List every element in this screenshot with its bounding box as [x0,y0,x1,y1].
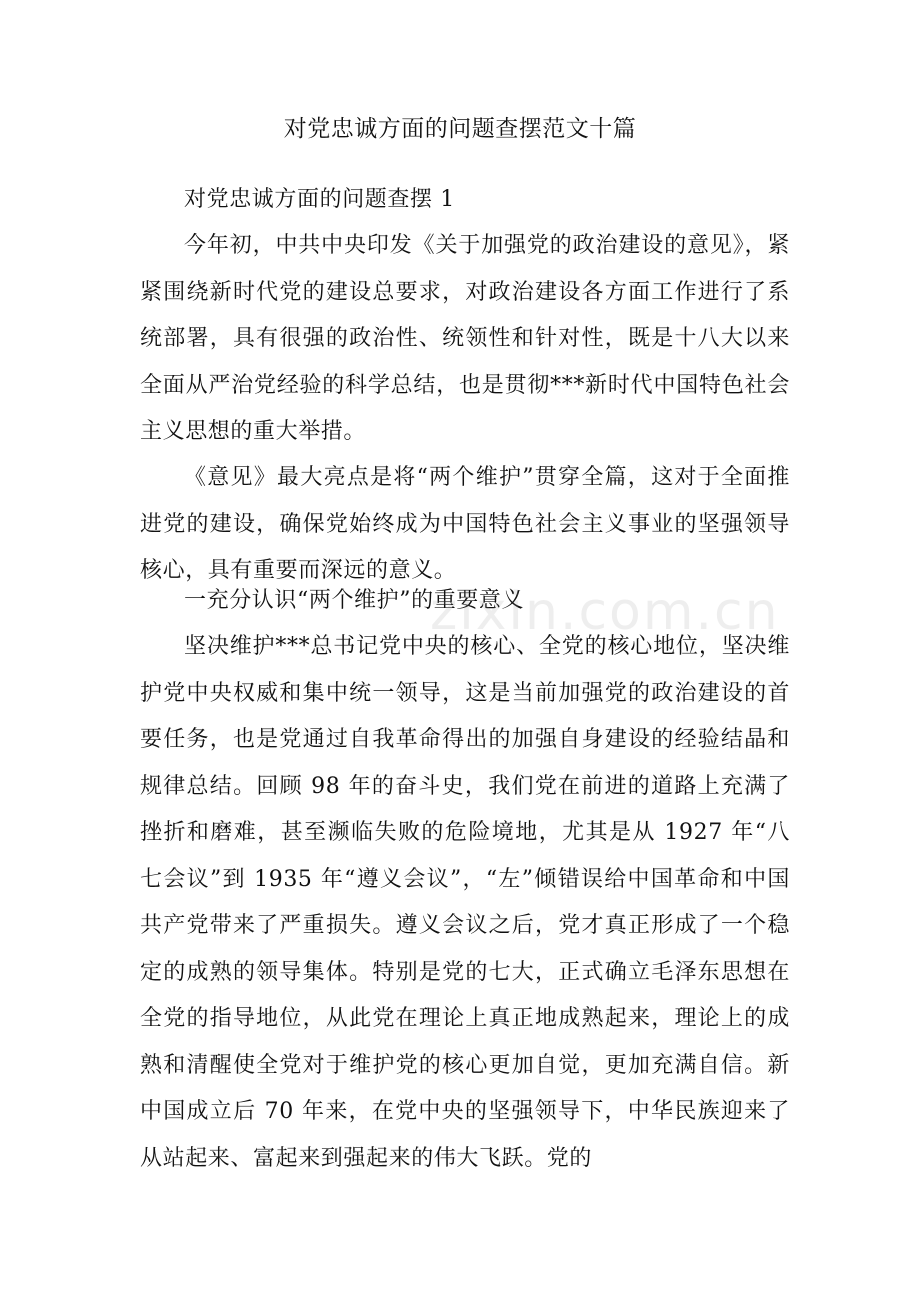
subheading-two-maintenance: 一充分认识“两个维护”的重要意义 [184,588,525,613]
watermark: zixin.com.cn [430,582,780,642]
paragraph-1: 今年初，中共中央印发《关于加强党的政治建设的意见》，紧紧围绕新时代党的建设总要求，对政治建设各方面工作进行了系统部署，具有很强的政治性、统领性和针对性，既是十八大以来全面从严治党经验的科学总结，也是贯彻***新时代中国特色社会主义思想的重大举措。 [140,233,790,444]
section-heading: 对党忠诚方面的问题查摆 1 [184,187,455,212]
paragraph-3: 坚决维护***总书记党中央的核心、全党的核心地位，坚决维护党中央权威和集中统一领导，这是当前加强党的政治建设的首要任务，也是党通过自我革命得出的加强自身建设的经验结晶和规律总结。回顾 98 年的奋斗史，我们党在前进的道路上充满了挫折和磨难，甚至濒临失败的危险境地，尤其是从 1927 年“八七会议”到 1935 年“遵义会议”，“左”倾错误给中国革命和中国共产党带来了严重损失。遵义会议之后，党才真正形成了一个稳定的成熟的领导集体。特别是党的七大，正式确立毛泽东思想在全党的指导地位，从此党在理论上真正地成熟起来，理论上的成熟和清醒使全党对于维护党的核心更加自觉，更加充满自信。新中国成立后 70 年来，在党中央的坚强领导下，中华民族迎来了从站起来、富起来到强起来的伟大飞跃。党的 [140,634,790,1171]
document-title: 对党忠诚方面的问题查摆范文十篇 [283,116,637,142]
paragraph-2: 《意见》最大亮点是将“两个维护”贯穿全篇，这对于全面推进党的建设，确保党始终成为中国特色社会主义事业的坚强领导核心，具有重要而深远的意义。 [140,465,790,583]
